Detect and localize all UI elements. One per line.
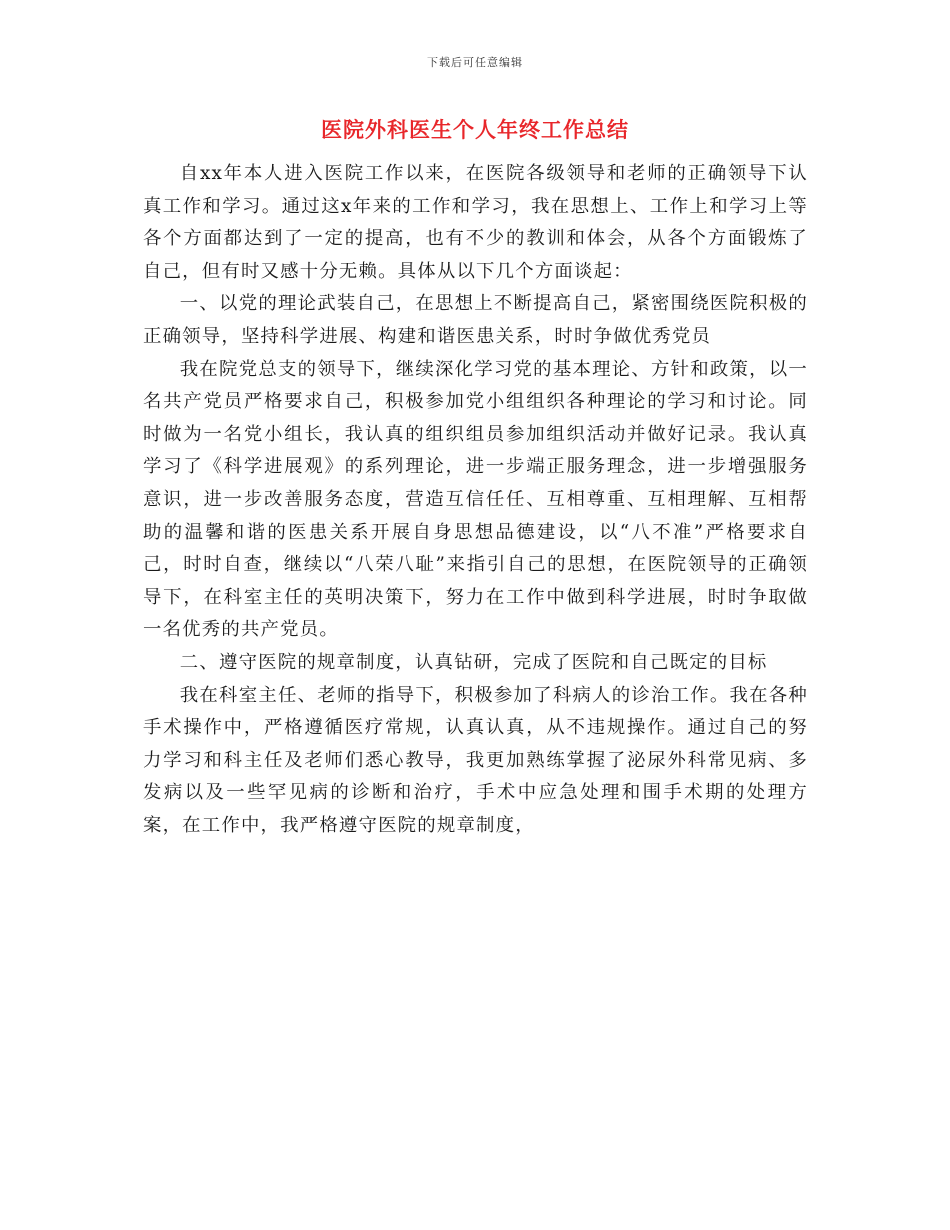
paragraph-intro: 自xx年本人进入医院工作以来，在医院各级领导和老师的正确领导下认真工作和学习。通过这x年来的工作和学习，我在思想上、工作上和学习上等各个方面都达到了一定的提高，也有不少的教训和体会，从各个方面锻炼了自己，但有时又感十分无赖。具体从以下几个方面谈起： (143, 163, 808, 282)
document-body (143, 158, 808, 842)
paragraph-section-1-heading: 一、以党的理论武装自己，在思想上不断提高自己，紧密围绕医院积极的正确领导，坚持科学进展、构建和谐医患关系，时时争做优秀党员 (143, 293, 808, 347)
paragraph-section-2-heading: 二、遵守医院的规章制度，认真钻研，完成了医院和自己既定的目标 (179, 651, 768, 673)
document-title: 医院外科医生个人年终工作总结 (321, 117, 629, 142)
paragraph-section-1-body: 我在院党总支的领导下，继续深化学习党的基本理论、方针和政策，以一名共产党员严格要求自己，积极参加党小组组织各种理论的学习和讨论。同时做为一名党小组长，我认真的组织组员参加组织活动并做好记录。我认真学习了《科学进展观》的系列理论，进一步端正服务理念，进一步增强服务意识，进一步改善服务态度，营造互信任任、互相尊重、互相理解、互相帮助的温馨和谐的医患关系开展自身思想品德建设，以“八不准”严格要求自己，时时自查，继续以“八荣八耻”来指引自己的思想，在医院领导的正确领导下，在科室主任的英明决策下，努力在工作中做到科学进展，时时争取做一名优秀的共产党员。 (143, 358, 808, 641)
header-note: 下载后可任意编辑 (427, 56, 523, 69)
paragraph-section-2-body: 我在科室主任、老师的指导下，积极参加了科病人的诊治工作。我在各种手术操作中，严格遵循医疗常规，认真认真，从不违规操作。通过自己的努力学习和科主任及老师们悉心教导，我更加熟练掌握了泌尿外科常见病、多发病以及一些罕见病的诊断和治疗，手术中应急处理和围手术期的处理方案，在工作中，我严格遵守医院的规章制度， (143, 684, 808, 836)
